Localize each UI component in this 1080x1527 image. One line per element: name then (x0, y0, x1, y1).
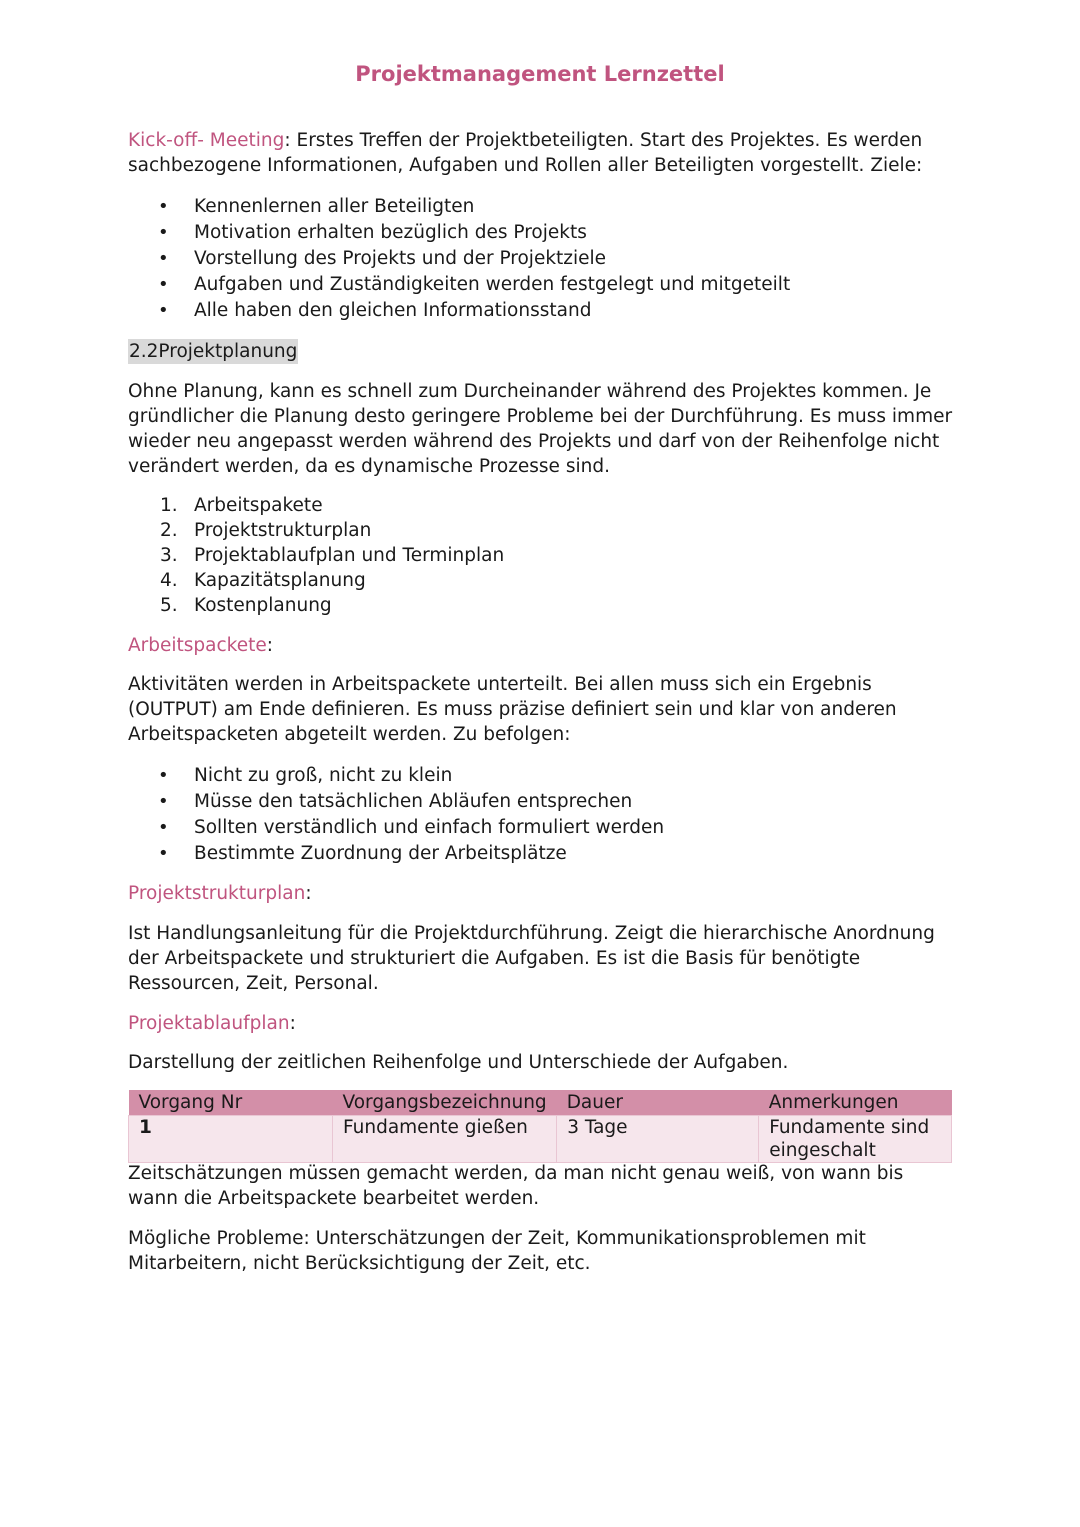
list-item: • Nicht zu groß, nicht zu klein (128, 763, 958, 789)
table-header: Vorgangsbezeichnung (333, 1090, 557, 1116)
list-item: 3. Projektablaufplan und Terminplan (160, 545, 505, 566)
list-item: • Vorstellung des Projekts und der Projektziele (128, 246, 958, 272)
table-cell: Fundamente sind eingeschalt (759, 1116, 952, 1163)
arbeitspakete-rules-list (128, 763, 958, 867)
ablaufplan-after-text: Zeitschätzungen müssen gemacht werden, da man nicht genau weiß, von wann bis wann die Arbeitspackete bearbeitet werden. (128, 1163, 904, 1209)
list-item: 2. Projektstrukturplan (160, 520, 372, 541)
table-header: Anmerkungen (759, 1090, 952, 1116)
list-item: • Motivation erhalten bezüglich des Projekts (128, 220, 958, 246)
bullet-icon: • (158, 300, 169, 321)
arbeitspakete-heading: Arbeitspackete: (128, 635, 273, 656)
ablaufplan-table (128, 1090, 952, 1163)
table-row (129, 1116, 952, 1163)
table-cell: 1 (129, 1116, 333, 1163)
ablaufplan-heading: Projektablaufplan: (128, 1013, 296, 1034)
bullet-icon: • (158, 765, 169, 786)
list-item: 1. Arbeitspakete (160, 495, 323, 516)
strukturplan-heading: Projektstrukturplan: (128, 883, 312, 904)
list-item: 4. Kapazitätsplanung (160, 570, 366, 591)
bullet-icon: • (158, 843, 169, 864)
kickoff-label: Kick-off- Meeting (128, 130, 285, 151)
bullet-icon: • (158, 817, 169, 838)
list-item: • Kennenlernen aller Beteiligten (128, 194, 958, 220)
table-cell: Fundamente gießen (333, 1116, 557, 1163)
list-item: • Sollten verständlich und einfach formuliert werden (128, 815, 958, 841)
bullet-icon: • (158, 248, 169, 269)
table-header-row (129, 1090, 952, 1116)
table-header: Vorgang Nr (129, 1090, 333, 1116)
list-item: • Bestimmte Zuordnung der Arbeitsplätze (128, 841, 958, 867)
strukturplan-text: Ist Handlungsanleitung für die Projektdurchführung. Zeigt die hierarchische Anordnung der Arbeitspackete und strukturiert die Aufgaben. Es ist die Basis für benötigte Ressourcen, Zeit, Personal. (128, 923, 935, 994)
list-item: 5. Kostenplanung (160, 595, 332, 616)
ablaufplan-problems-text: Mögliche Probleme: Unterschätzungen der Zeit, Kommunikationsproblemen mit Mitarbeitern, nicht Berücksichtigung der Zeit, etc. (128, 1228, 866, 1274)
bullet-icon: • (158, 196, 169, 217)
kickoff-paragraph (128, 128, 958, 178)
list-item: • Alle haben den gleichen Informationsstand (128, 298, 958, 324)
list-item: • Aufgaben und Zuständigkeiten werden festgelegt und mitgeteilt (128, 272, 958, 298)
arbeitspakete-text: Aktivitäten werden in Arbeitspackete unterteilt. Bei allen muss sich ein Ergebnis (OUTPUT) am Ende definieren. Es muss präzise definiert sein und klar von anderen Arbeitspacketen abgeteilt werden. Zu befolgen: (128, 674, 897, 745)
section-heading: 2.2Projektplanung (129, 341, 298, 362)
list-item: • Müsse den tatsächlichen Abläufen entsprechen (128, 789, 958, 815)
bullet-icon: • (158, 791, 169, 812)
planning-steps-list (128, 493, 958, 618)
table-cell: 3 Tage (557, 1116, 759, 1163)
kickoff-goals-list (128, 194, 958, 324)
ablaufplan-text: Darstellung der zeitlichen Reihenfolge und Unterschiede der Aufgaben. (128, 1052, 789, 1073)
kickoff-text: : Erstes Treffen der Projektbeteiligten. Start des Projektes. Es werden sachbezogene Informationen, Aufgaben und Rollen aller Beteiligten vorgestellt. Ziele: (128, 130, 923, 176)
bullet-icon: • (158, 274, 169, 295)
bullet-icon: • (158, 222, 169, 243)
table-header: Dauer (557, 1090, 759, 1116)
page-title: Projektmanagement Lernzettel (355, 62, 725, 86)
planning-intro: Ohne Planung, kann es schnell zum Durcheinander während des Projektes kommen. Je gründlicher die Planung desto geringere Probleme bei der Durchführung. Es muss immer wieder neu angepasst werden während des Projekts und darf von der Reihenfolge nicht verändert werden, da es dynamische Prozesse sind. (128, 381, 953, 477)
